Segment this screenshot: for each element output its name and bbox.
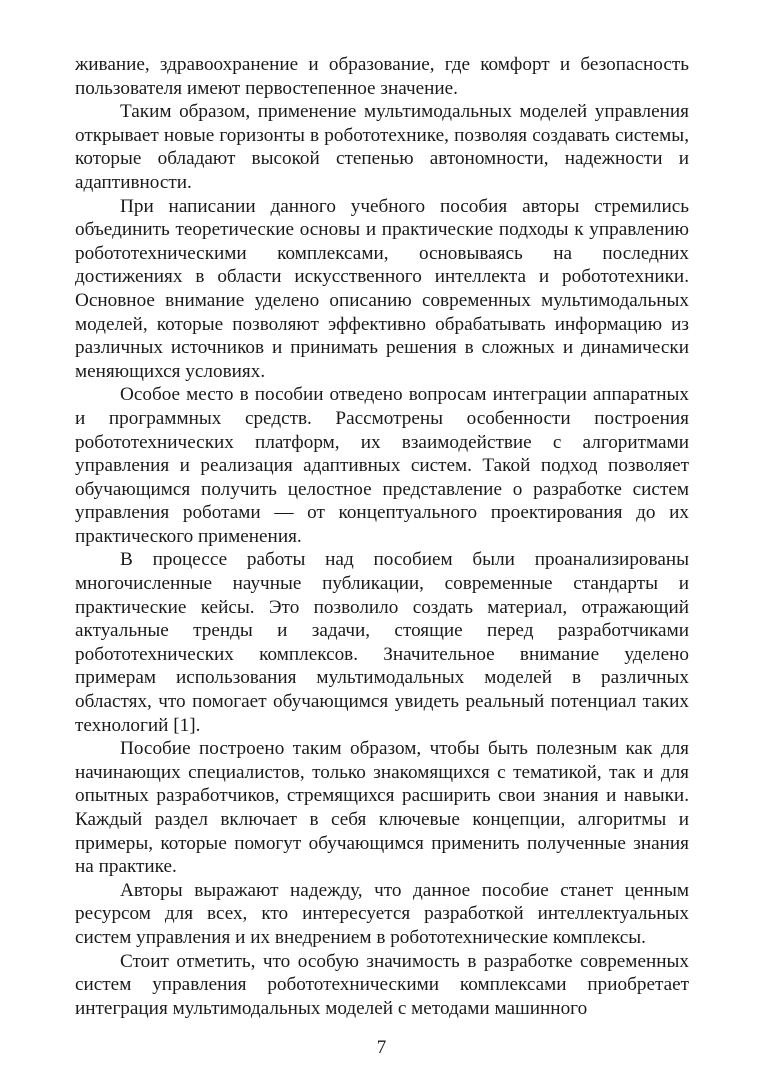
paragraph-authors-hope: Авторы выражают надежду, что данное пособие станет ценным ресурсом для всех, кто интересуется разработкой интеллектуальных систем управления и их внедрением в робототехнические комплексы. xyxy=(75,879,689,948)
paragraph-audience: Пособие построено таким образом, чтобы быть полезным как для начинающих специалистов, только знакомящихся с тематикой, так и для опытных разработчиков, стремящихся расширить свои знания и навыки. Каждый раздел включает в себя ключевые концепции, алгоритмы и примеры, которые помогут обучающимся применить полученные знания на практике. xyxy=(75,738,689,878)
paragraph-continuation: живание, здравоохранение и образование, где комфорт и безопасность пользователя имеют первостепенное значение. xyxy=(75,54,689,99)
paragraph-research-process: В процессе работы над пособием были проанализированы многочисленные научные публикации, современные стандарты и практические кейсы. Это позволило создать материал, отражающий актуальные тренды и задачи, стоящие перед разработчиками робототехнических комплексов. Значительное внимание уделено примерам использования мультимодальных моделей в различных областях, что помогает обучающимся увидеть реальный потенциал таких технологий [1]. xyxy=(75,549,689,736)
paragraph-integration: Особое место в пособии отведено вопросам интеграции аппаратных и программных средств. Рассмотрены особенности построения робототехнических платформ, их взаимодействие с алгоритмами управления и реализация адаптивных систем. Такой подход позволяет обучающимся получить целостное представление о разработке систем управления роботами — от концептуального проектирования до их практического применения. xyxy=(75,384,689,547)
paragraph-significance: Стоит отметить, что особую значимость в разработке современных систем управления робототехническими комплексами приобретает интеграция мультимодальных моделей с методами машинного xyxy=(75,950,689,1019)
body-text xyxy=(75,53,689,1020)
page-number: 7 xyxy=(376,1037,387,1058)
paragraph-authors-goal: При написании данного учебного пособия авторы стремились объединить теоретические основы и практические подходы к управлению робототехническими комплексами, основываясь на последних достижениях в области искусственного интеллекта и робототехники. Основное внимание уделено описанию современных мультимодальных моделей, которые позволяют эффективно обрабатывать информацию из различных источников и принимать решения в сложных и динамически меняющихся условиях. xyxy=(75,195,689,382)
paragraph-conclusion: Таким образом, применение мультимодальных моделей управления открывает новые горизонты в робототехнике, позволяя создавать системы, которые обладают высокой степенью автономности, надежности и адаптивности. xyxy=(75,101,689,193)
